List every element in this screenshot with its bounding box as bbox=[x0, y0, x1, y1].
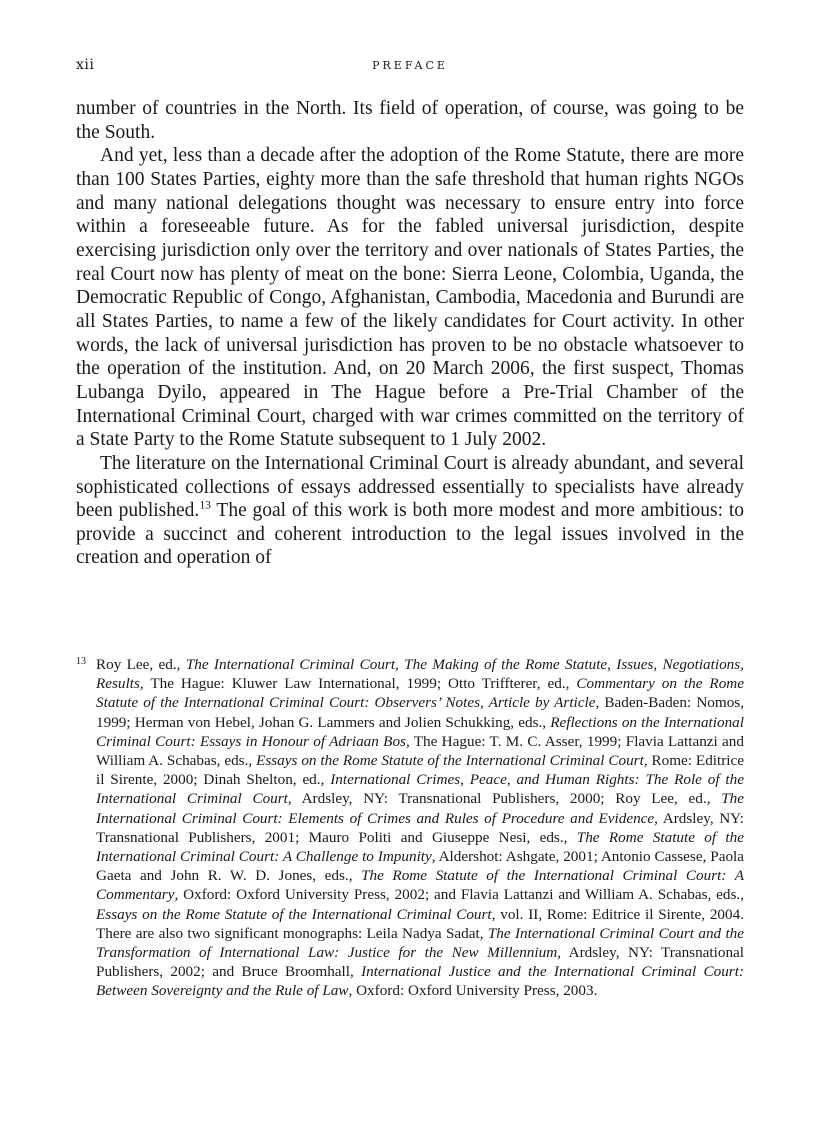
footnote-reference: 13 bbox=[199, 498, 211, 512]
footnote-title: The Rome Statute of the International Criminal Court: A Commentary bbox=[96, 867, 744, 904]
footnote-title: International Justice and the International Criminal Court: Between Sovereignty and the Rule of Law bbox=[96, 963, 744, 1000]
footnote-title: International Crimes, Peace, and Human Rights: The Role of the International Criminal Court bbox=[96, 771, 744, 808]
paragraph-text: The goal of this work is both more modest and more ambitious: to provide a succinct and coherent introduction to the legal issues involved in the creation and operation of bbox=[76, 500, 745, 569]
paragraph-with-footnote-ref bbox=[76, 452, 744, 570]
paragraph-text: The literature on the International Criminal Court is already abundant, and several sophisticated collections of essays addressed essentially to specialists have already been published. bbox=[76, 452, 744, 522]
footnote-mark: 13 bbox=[76, 656, 86, 667]
footnote-text: , The Hague: Kluwer Law International, 1999; Otto Triffterer, ed., bbox=[139, 675, 577, 693]
footnote-text: , Baden-Baden: Nomos, 1999; Herman von Hebel, Johan G. Lammers and Jolien Schukking, eds., bbox=[96, 694, 744, 731]
footnote-text: , The Hague: T. M. C. Asser, 1999; Flavia Lattanzi and William A. Schabas, eds., bbox=[96, 732, 744, 770]
footnote-title: The Rome Statute of the International Criminal Court: A Challenge to Impunity bbox=[96, 828, 744, 866]
footnote-title: Essays on the Rome Statute of the International Criminal Court bbox=[96, 905, 492, 923]
footnote bbox=[76, 655, 744, 1001]
footnote-text: , vol. II, Rome: Editrice il Sirente, 2004. There are also two significant monographs: Leila Nadya Sadat, bbox=[96, 905, 744, 942]
running-title: PREFACE bbox=[372, 59, 448, 72]
footnote-title: Commentary on the Rome Statute of the International Criminal Court: Observers’ Notes, Article by Article bbox=[96, 675, 744, 712]
footnote-text: , Ardsley, NY: Transnational Publishers, 2001; Mauro Politi and Giuseppe Nesi, eds., bbox=[96, 809, 744, 846]
footnote-text: , Ardsley, NY: Transnational Publishers, 2000; Roy Lee, ed., bbox=[287, 790, 722, 808]
footnotes bbox=[76, 655, 744, 1001]
footnote-text: Roy Lee, ed., bbox=[96, 656, 186, 673]
footnote-title: The International Criminal Court, The Making of the Rome Statute, Issues, Negotiations, Results bbox=[96, 656, 744, 693]
main-text bbox=[76, 97, 744, 570]
footnote-text: , Ardsley, NY: Transnational Publishers, 2002; and Bruce Broomhall, bbox=[96, 944, 744, 981]
footnote-title: The International Criminal Court and the Transformation of International Law: Justice for the New Millennium bbox=[96, 924, 744, 962]
footnote-title: Reflections on the International Criminal Court: Essays in Honour of Adriaan Bos bbox=[96, 713, 744, 750]
footnote-text: , Rome: Editrice il Sirente, 2000; Dinah Shelton, ed., bbox=[96, 752, 744, 789]
footnote-text: , Aldershot: Ashgate, 2001; Antonio Cassese, Paola Gaeta and John R. W. D. Jones, eds., bbox=[96, 848, 744, 885]
footnote-text: , Oxford: Oxford University Press, 2003. bbox=[348, 982, 598, 1000]
page-number: xii bbox=[76, 57, 95, 73]
running-head bbox=[76, 57, 744, 79]
footnote-text: , Oxford: Oxford University Press, 2002; and Flavia Lattanzi and William A. Schabas, eds., bbox=[174, 886, 744, 904]
paragraph-continued: number of countries in the North. Its field of operation, of course, was going to be the South. bbox=[76, 98, 744, 143]
footnote-title: The International Criminal Court: Elements of Crimes and Rules of Procedure and Evidence bbox=[96, 790, 744, 827]
paragraph: And yet, less than a decade after the adoption of the Rome Statute, there are more than 100 States Parties, eighty more than the safe threshold that human rights NGOs and many national delegations thought was necessary to ensure entry into force within a foreseeable future. As for the fabled universal jurisdiction, despite exercising jurisdiction only over the territory and over nationals of States Parties, the real Court now has plenty of meat on the bone: Sierra Leone, Colombia, Uganda, the Democratic Republic of Congo, Afghanistan, Cambodia, Macedonia and Burundi are all States Parties, to name a few of the likely candidates for Court activity. In other words, the lack of universal jurisdiction has proven to be no obstacle whatsoever to the operation of the institution. And, on 20 March 2006, the first suspect, Thomas Lubanga Dyilo, appeared in The Hague before a Pre-Trial Chamber of the International Criminal Court, charged with war crimes committed on the territory of a State Party to the Rome Statute subsequent to 1 July 2002. bbox=[76, 145, 744, 451]
footnote-title: Essays on the Rome Statute of the International Criminal Court bbox=[256, 752, 644, 770]
